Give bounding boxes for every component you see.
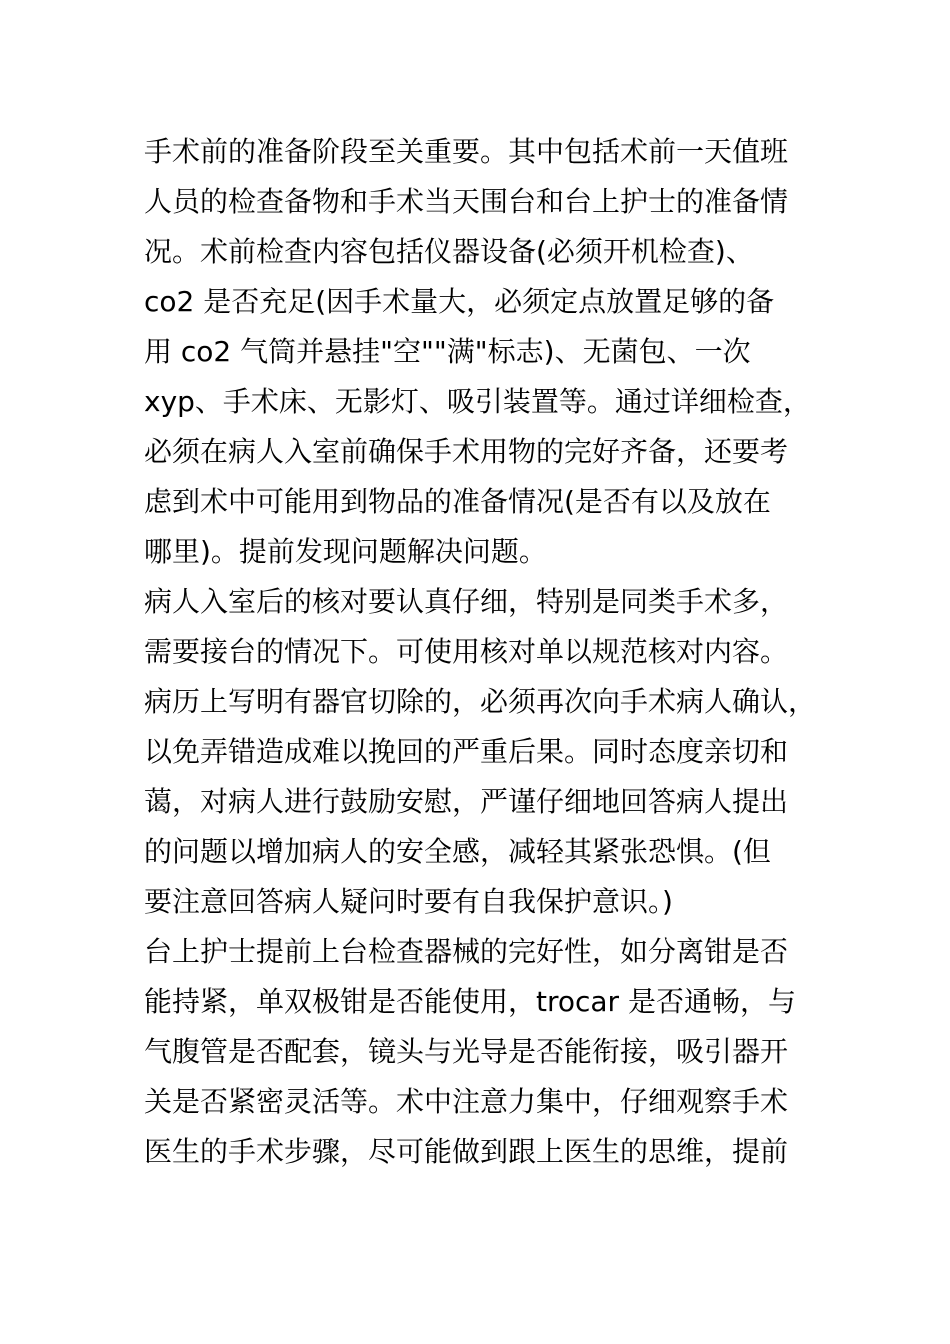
paragraph-scrub-nurse-instruments bbox=[144, 927, 824, 1177]
text-line: 以免弄错造成难以挽回的严重后果。同时态度亲切和 bbox=[144, 735, 789, 768]
paragraph-patient-verification bbox=[144, 577, 824, 927]
text-line: 的问题以增加病人的安全感，减轻其紧张恐惧。(但 bbox=[144, 835, 771, 868]
text-line: 哪里)。提前发现问题解决问题。 bbox=[144, 535, 547, 568]
text-line: 医生的手术步骤，尽可能做到跟上医生的思维，提前 bbox=[144, 1135, 789, 1168]
text-line: xyp、手术床、无影灯、吸引装置等。通过详细检查， bbox=[144, 385, 811, 418]
paragraph-preoperative-preparation bbox=[144, 127, 824, 577]
text-line: 用 co2 气筒并悬挂"空""满"标志)、无菌包、一次 bbox=[144, 335, 751, 368]
text-line: 人员的检查备物和手术当天围台和台上护士的准备情 bbox=[144, 185, 789, 218]
document-body bbox=[144, 127, 824, 1177]
text-line: 手术前的准备阶段至关重要。其中包括术前一天值班 bbox=[144, 135, 789, 168]
text-line: 能持紧，单双极钳是否能使用，trocar 是否通畅，与 bbox=[144, 985, 796, 1018]
text-line: 病历上写明有器官切除的，必须再次向手术病人确认， bbox=[144, 685, 817, 718]
text-line: 台上护士提前上台检查器械的完好性，如分离钳是否 bbox=[144, 935, 789, 968]
text-line: 蔼，对病人进行鼓励安慰，严谨仔细地回答病人提出 bbox=[144, 785, 789, 818]
text-line: 况。术前检查内容包括仪器设备(必须开机检查)、 bbox=[144, 235, 754, 268]
text-line: 虑到术中可能用到物品的准备情况(是否有以及放在 bbox=[144, 485, 771, 518]
text-line: 关是否紧密灵活等。术中注意力集中，仔细观察手术 bbox=[144, 1085, 789, 1118]
text-line: 气腹管是否配套，镜头与光导是否能衔接，吸引器开 bbox=[144, 1035, 789, 1068]
text-line: 要注意回答病人疑问时要有自我保护意识。) bbox=[144, 885, 673, 918]
text-line: co2 是否充足(因手术量大，必须定点放置足够的备 bbox=[144, 285, 775, 318]
text-line: 必须在病人入室前确保手术用物的完好齐备，还要考 bbox=[144, 435, 789, 468]
text-line: 需要接台的情况下。可使用核对单以规范核对内容。 bbox=[144, 635, 789, 668]
text-line: 病人入室后的核对要认真仔细，特别是同类手术多， bbox=[144, 585, 789, 618]
